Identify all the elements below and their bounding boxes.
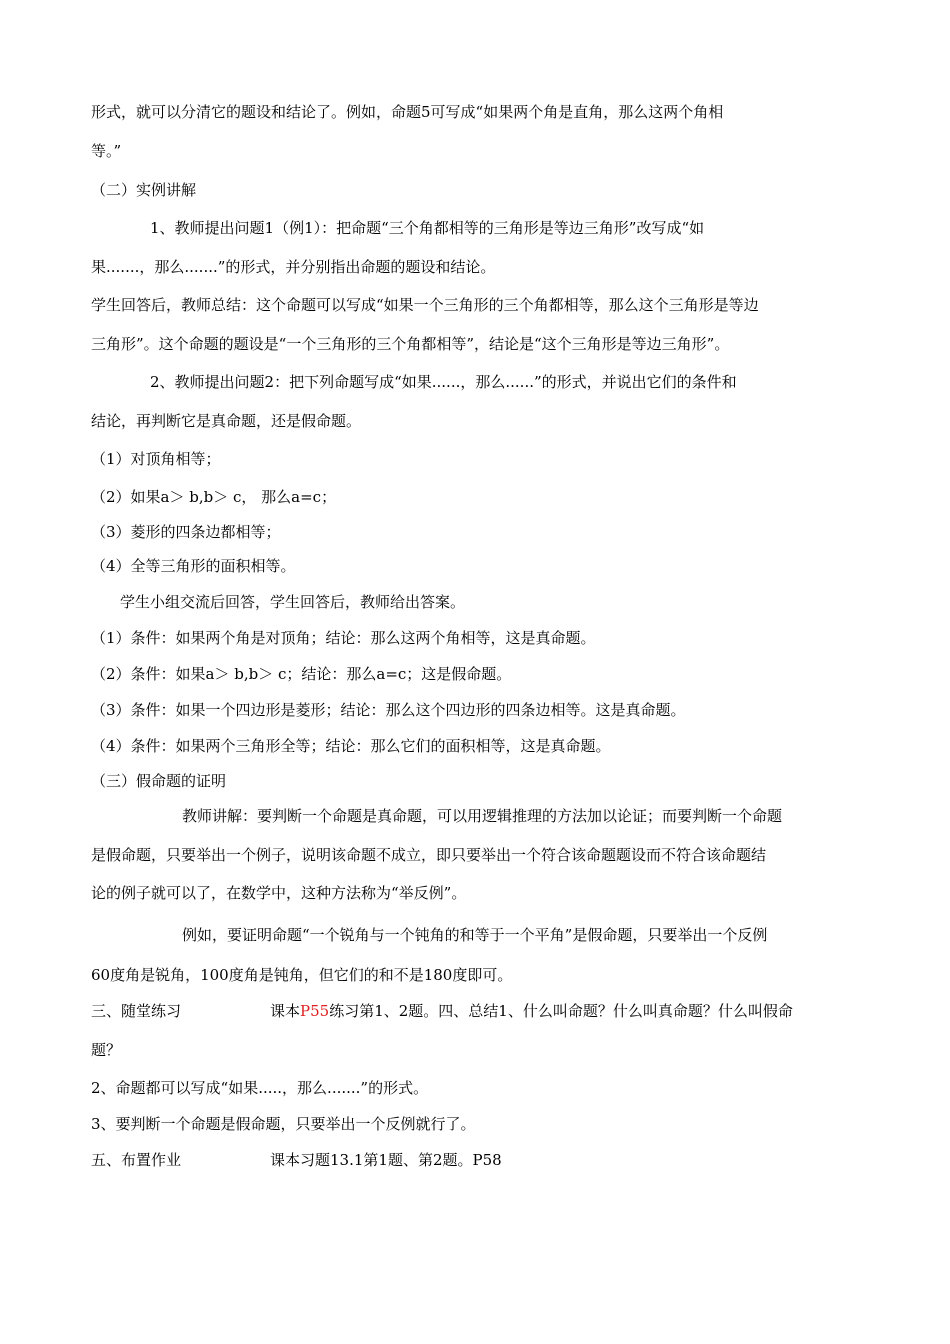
- paragraph-line: 例如，要证明命题“一个锐角与一个钝角的和等于一个平角”是假命题，只要举出一个反例: [182, 926, 768, 944]
- homework-heading: 五、布置作业: [91, 1151, 182, 1169]
- paragraph-line: 等。”: [91, 142, 122, 160]
- paragraph-line: 学生回答后，教师总结：这个命题可以写成“如果一个三角形的三个角都相等，那么这个三角形是等边: [91, 296, 759, 314]
- practice-pre: 课本: [270, 1002, 301, 1020]
- paragraph-line: 2、命题都可以写成“如果.....，那么.......”的形式。: [91, 1079, 429, 1097]
- list-item: （3）条件：如果一个四边形是菱形；结论：那么这个四边形的四条边相等。这是真命题。: [91, 701, 686, 719]
- paragraph-line: 1、教师提出问题1（例1）：把命题“三个角都相等的三角形是等边三角形”改写成“如: [150, 219, 705, 237]
- section-heading: （二）实例讲解: [91, 181, 197, 199]
- practice-text: [270, 1001, 793, 1021]
- paragraph-line: 形式，就可以分清它的题设和结论了。例如，命题5可写成“如果两个角是直角，那么这两个角相: [91, 103, 724, 121]
- paragraph-line: 教师讲解：要判断一个命题是真命题，可以用逻辑推理的方法加以论证；而要判断一个命题: [182, 807, 783, 825]
- list-item: （1）对顶角相等；: [91, 450, 221, 468]
- list-item: （3）菱形的四条边都相等；: [91, 523, 281, 541]
- paragraph-line: 结论，再判断它是真命题，还是假命题。: [91, 412, 362, 430]
- practice-post: 练习第1、2题。四、总结1、什么叫命题？什么叫真命题？什么叫假命: [329, 1002, 793, 1020]
- list-item: （4）全等三角形的面积相等。: [91, 557, 296, 575]
- paragraph-line: 学生小组交流后回答，学生回答后，教师给出答案。: [120, 593, 466, 611]
- paragraph-line: 题？: [91, 1041, 122, 1059]
- paragraph-line: 论的例子就可以了，在数学中，这种方法称为“举反例”。: [91, 884, 467, 902]
- page-reference: P55: [300, 1002, 330, 1020]
- paragraph-line: 3、要判断一个命题是假命题，只要举出一个反例就行了。: [91, 1115, 476, 1133]
- section-heading: （三）假命题的证明: [91, 772, 227, 790]
- homework-text: 课本习题13.1第1题、第2题。P58: [270, 1151, 502, 1169]
- paragraph-line: 三角形”。这个命题的题设是“一个三角形的三个角都相等”，结论是“这个三角形是等边三角形”。: [91, 335, 730, 353]
- practice-heading: 三、随堂练习: [91, 1002, 182, 1020]
- list-item: （2）如果a＞ b,b＞ c， 那么a=c；: [91, 488, 337, 506]
- paragraph-line: 60度角是锐角，100度角是钝角，但它们的和不是180度即可。: [91, 966, 513, 984]
- list-item: （4）条件：如果两个三角形全等；结论：那么它们的面积相等，这是真命题。: [91, 737, 611, 755]
- paragraph-line: 2、教师提出问题2：把下列命题写成“如果......，那么......”的形式，并说出它们的条件和: [150, 373, 737, 391]
- list-item: （2）条件：如果a＞ b,b＞ c；结论：那么a=c；这是假命题。: [91, 665, 512, 683]
- paragraph-line: 是假命题，只要举出一个例子，说明该命题不成立，即只要举出一个符合该命题题设而不符合该命题结: [91, 846, 767, 864]
- list-item: （1）条件：如果两个角是对顶角；结论：那么这两个角相等，这是真命题。: [91, 629, 596, 647]
- paragraph-line: 果.......，那么.......”的形式，并分别指出命题的题设和结论。: [91, 258, 496, 276]
